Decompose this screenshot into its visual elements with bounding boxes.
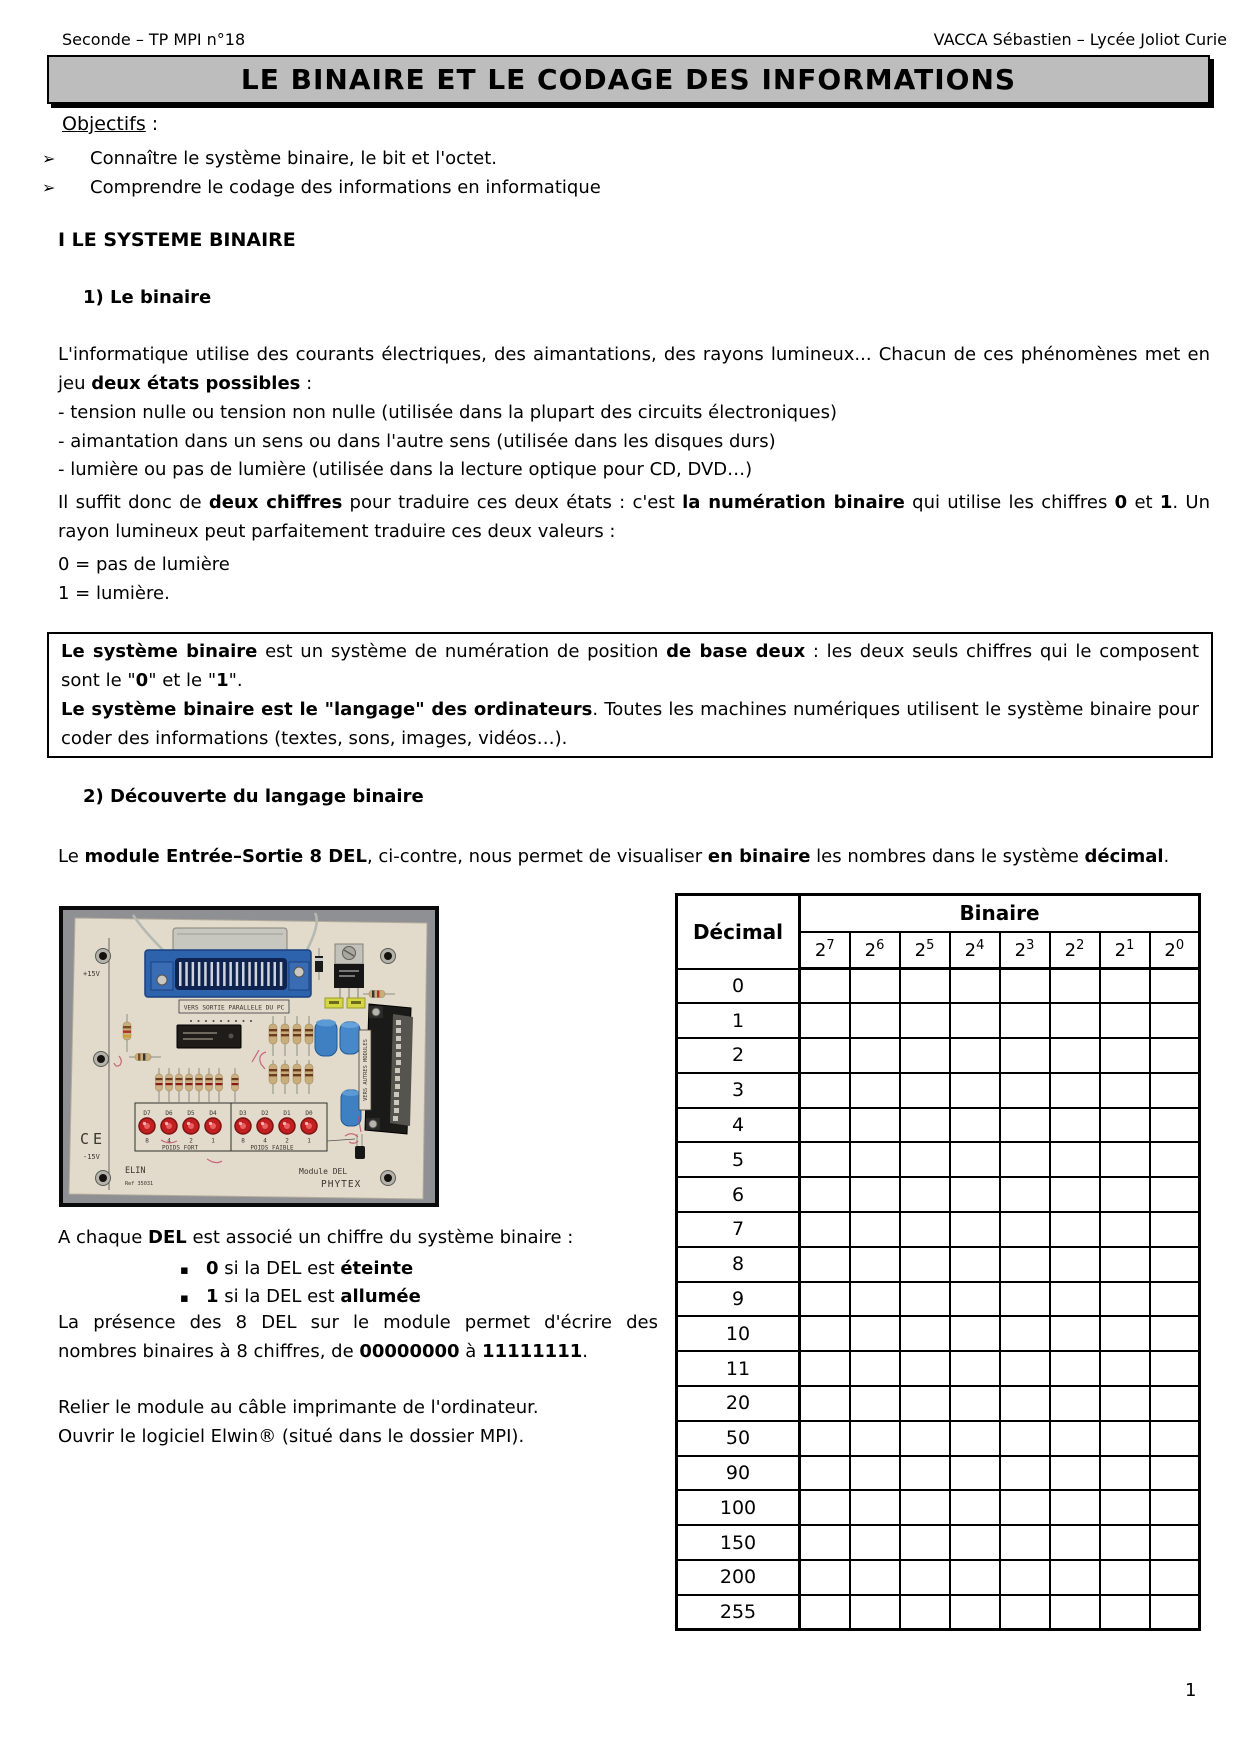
binary-table-body — [677, 969, 1200, 1630]
binary-answer-cell — [1100, 969, 1150, 1004]
objectives-list — [42, 144, 601, 202]
paragraph-ouvrir: Ouvrir le logiciel Elwin® (situé dans le dossier MPI). — [58, 1426, 525, 1447]
binary-answer-cell — [850, 1073, 900, 1108]
binary-answer-cell — [950, 1316, 1000, 1351]
binary-answer-cell — [1050, 1247, 1100, 1282]
binary-answer-cell — [1100, 1490, 1150, 1525]
binary-answer-cell — [1000, 1316, 1050, 1351]
header-right: VACCA Sébastien – Lycée Joliot Curie — [933, 30, 1227, 49]
binary-answer-cell — [1150, 1595, 1200, 1630]
binary-answer-cell — [1050, 1525, 1100, 1560]
decimal-value-cell: 5 — [677, 1142, 800, 1177]
del-bullet-on: ▪ 1 si la DEL est allumée — [180, 1283, 421, 1313]
binary-answer-cell — [1150, 1351, 1200, 1386]
weight-digit: 4 — [167, 1137, 171, 1145]
binary-answer-cell — [950, 1421, 1000, 1456]
led-label: D1 — [283, 1110, 291, 1117]
table-row — [677, 969, 1200, 1004]
binary-answer-cell — [1100, 1038, 1150, 1073]
table-row — [677, 1316, 1200, 1351]
binary-answer-cell — [800, 1003, 850, 1038]
ic-chip — [177, 1025, 241, 1048]
arrow-bullet-icon: ➢ — [42, 149, 56, 168]
module-photo — [59, 906, 439, 1207]
definition-box — [47, 632, 1213, 758]
binary-answer-cell — [950, 1038, 1000, 1073]
binary-answer-cell — [1050, 1595, 1100, 1630]
list-item: - lumière ou pas de lumière (utilisée dans la lecture optique pour CD, DVD…) — [58, 459, 753, 480]
decimal-value-cell: 3 — [677, 1073, 800, 1108]
binary-answer-cell — [900, 1595, 950, 1630]
binary-answer-cell — [850, 1456, 900, 1491]
table-row — [677, 1142, 1200, 1177]
binary-answer-cell — [950, 1351, 1000, 1386]
paragraph-presence: La présence des 8 DEL sur le module permet d'écrire des nombres binaires à 8 chiffres, de 00000000 à 11111111. — [58, 1312, 658, 1362]
binary-answer-cell — [1000, 1386, 1050, 1421]
poids-faible-label: POIDS FAIBLE — [250, 1144, 294, 1152]
binary-answer-cell — [1100, 1247, 1150, 1282]
weight-digit: 8 — [145, 1137, 149, 1145]
binary-answer-cell — [850, 1142, 900, 1177]
power-header: $2^5$ — [900, 932, 950, 969]
binary-answer-cell — [900, 1212, 950, 1247]
binary-answer-cell — [1100, 1560, 1150, 1595]
subsection-heading: 2) Découverte du langage binaire — [83, 786, 424, 807]
binary-answer-cell — [1050, 1316, 1100, 1351]
binary-answer-cell — [850, 969, 900, 1004]
power-header: $2^4$ — [950, 932, 1000, 969]
binary-answer-cell — [1000, 1490, 1050, 1525]
paragraph-module: Le module Entrée–Sortie 8 DEL, ci-contre, nous permet de visualiser en binaire les nombres dans le système décimal. — [58, 846, 1170, 867]
light-value-line: 1 = lumière. — [58, 582, 170, 604]
objective-text: Comprendre le codage des informations en informatique — [90, 177, 601, 198]
binary-answer-cell — [850, 1108, 900, 1143]
binary-answer-cell — [1000, 1177, 1050, 1212]
binary-answer-cell — [850, 1560, 900, 1595]
binary-answer-cell — [1150, 1247, 1200, 1282]
table-row — [677, 1595, 1200, 1630]
minus15v-label: -15V — [83, 1153, 100, 1161]
decimal-value-cell: 200 — [677, 1560, 800, 1595]
led-label: D6 — [165, 1110, 173, 1117]
plus15v-label: +15V — [83, 970, 100, 978]
led-label: D7 — [143, 1110, 151, 1117]
binary-answer-cell — [1050, 1421, 1100, 1456]
binary-answer-cell — [900, 1142, 950, 1177]
binary-answer-cell — [800, 1282, 850, 1317]
ref-label: Ref 35031 — [125, 1181, 154, 1187]
table-row — [677, 1247, 1200, 1282]
binary-answer-cell — [900, 1316, 950, 1351]
decimal-value-cell: 1 — [677, 1003, 800, 1038]
binary-answer-cell — [1000, 1595, 1050, 1630]
decimal-value-cell: 255 — [677, 1595, 800, 1630]
decimal-value-cell: 9 — [677, 1282, 800, 1317]
binary-answer-cell — [800, 1247, 850, 1282]
table-row — [677, 1003, 1200, 1038]
decimal-value-cell: 90 — [677, 1456, 800, 1491]
paragraph-two-digits: Il suffit donc de deux chiffres pour traduire ces deux états : c'est la numération binaire qui utilise les chiffres 0 et 1. Un rayon lumineux peut parfaitement traduire ces deux valeurs : — [58, 492, 1210, 542]
binary-answer-cell — [950, 1003, 1000, 1038]
binary-answer-cell — [1050, 1108, 1100, 1143]
binary-answer-cell — [800, 1177, 850, 1212]
binary-answer-cell — [1100, 1421, 1150, 1456]
title-banner — [47, 55, 1210, 104]
binary-answer-cell — [950, 1560, 1000, 1595]
binary-answer-cell — [1050, 1456, 1100, 1491]
binary-answer-cell — [1050, 1560, 1100, 1595]
binary-answer-cell — [950, 1386, 1000, 1421]
page-number: 1 — [1185, 1680, 1197, 1701]
objective-item — [42, 173, 601, 202]
binary-answer-cell — [1100, 1456, 1150, 1491]
binary-answer-cell — [1150, 1525, 1200, 1560]
binary-answer-cell — [900, 1177, 950, 1212]
led-label: D4 — [209, 1110, 217, 1117]
binary-answer-cell — [1050, 1142, 1100, 1177]
power-header: $2^7$ — [800, 932, 850, 969]
binary-answer-cell — [1100, 1142, 1150, 1177]
binary-answer-cell — [1100, 1177, 1150, 1212]
binary-answer-cell — [800, 1142, 850, 1177]
paragraph-relier: Relier le module au câble imprimante de l'ordinateur. — [58, 1397, 539, 1418]
paragraph-intro: L'informatique utilise des courants électriques, des aimantations, des rayons lumineux... Chacun de ces phénomènes met en jeu deux états possibles : — [58, 344, 1210, 394]
decimal-value-cell: 50 — [677, 1421, 800, 1456]
decimal-value-cell: 7 — [677, 1212, 800, 1247]
decimal-value-cell: 0 — [677, 969, 800, 1004]
binary-answer-cell — [900, 1247, 950, 1282]
binary-answer-cell — [900, 1490, 950, 1525]
binary-answer-cell — [900, 1351, 950, 1386]
binary-answer-cell — [900, 1108, 950, 1143]
decimal-value-cell: 6 — [677, 1177, 800, 1212]
header-left: Seconde – TP MPI n°18 — [62, 30, 246, 49]
binary-answer-cell — [900, 1456, 950, 1491]
binary-answer-cell — [850, 1003, 900, 1038]
decimal-value-cell: 100 — [677, 1490, 800, 1525]
binary-answer-cell — [1050, 1003, 1100, 1038]
binary-answer-cell — [800, 1038, 850, 1073]
binary-answer-cell — [850, 1490, 900, 1525]
binary-answer-cell — [1000, 1038, 1050, 1073]
binary-answer-cell — [1150, 1003, 1200, 1038]
binary-answer-cell — [850, 1212, 900, 1247]
binary-answer-cell — [850, 1282, 900, 1317]
binary-answer-cell — [850, 1038, 900, 1073]
binary-answer-cell — [900, 1386, 950, 1421]
binary-answer-cell — [1100, 1595, 1150, 1630]
binary-conversion-table — [675, 893, 1201, 1631]
binary-answer-cell — [950, 1490, 1000, 1525]
binary-answer-cell — [1150, 1282, 1200, 1317]
poids-fort-label: POIDS FORT — [161, 1144, 199, 1152]
light-value-line: 0 = pas de lumière — [58, 554, 230, 575]
binary-answer-cell — [900, 1421, 950, 1456]
decimal-value-cell: 150 — [677, 1525, 800, 1560]
power-header: $2^1$ — [1100, 932, 1150, 969]
table-row — [677, 1177, 1200, 1212]
binary-answer-cell — [950, 1247, 1000, 1282]
binary-answer-cell — [1050, 1490, 1100, 1525]
led-label: D2 — [261, 1110, 269, 1117]
binary-answer-cell — [1150, 1421, 1200, 1456]
pcb-illustration — [63, 910, 435, 1203]
binary-answer-cell — [1150, 1142, 1200, 1177]
binary-answer-cell — [1000, 1247, 1050, 1282]
binary-answer-cell — [800, 1386, 850, 1421]
binary-answer-cell — [1000, 1351, 1050, 1386]
binary-answer-cell — [1100, 1386, 1150, 1421]
definition-text: Le système binaire est un système de numération de position de base deux : les deux seuls chiffres qui le composent sont le "0" et le "1". Le système binaire est le "langage" des ordinateurs. Toutes les machines numériques utilisent le système binaire pour coder des informations (textes, sons, images, vidéos…). — [61, 641, 1199, 749]
binary-answer-cell — [950, 1595, 1000, 1630]
binary-answer-cell — [1000, 1421, 1050, 1456]
binary-answer-cell — [1150, 1038, 1200, 1073]
binary-answer-cell — [1150, 1456, 1200, 1491]
binary-answer-cell — [800, 1108, 850, 1143]
binary-answer-cell — [1050, 1038, 1100, 1073]
table-row — [677, 1560, 1200, 1595]
maker-label: PHYTEX — [321, 1179, 362, 1190]
page-title: LE BINAIRE ET LE CODAGE DES INFORMATIONS — [240, 63, 1017, 96]
binary-answer-cell — [1100, 1351, 1150, 1386]
binary-answer-cell — [1100, 1003, 1150, 1038]
binary-answer-cell — [1050, 1073, 1100, 1108]
binary-answer-cell — [950, 1108, 1000, 1143]
binary-answer-cell — [1150, 1560, 1200, 1595]
power-header: $2^3$ — [1000, 932, 1050, 969]
binary-answer-cell — [1100, 1525, 1150, 1560]
binary-answer-cell — [800, 1490, 850, 1525]
table-row — [677, 1386, 1200, 1421]
light-values — [58, 551, 230, 608]
brand-label: ELIN — [125, 1166, 146, 1176]
binary-answer-cell — [800, 1316, 850, 1351]
objective-item — [42, 144, 601, 173]
decimal-value-cell: 4 — [677, 1108, 800, 1143]
binary-answer-cell — [1150, 969, 1200, 1004]
binary-answer-cell — [850, 1247, 900, 1282]
binary-answer-cell — [800, 1560, 850, 1595]
del-bullet-off: ▪ 0 si la DEL est éteinte — [180, 1255, 413, 1285]
binary-answer-cell — [850, 1316, 900, 1351]
weight-digit: 8 — [241, 1137, 245, 1145]
objective-text: Connaître le système binaire, le bit et l'octet. — [90, 148, 497, 169]
binary-answer-cell — [800, 1525, 850, 1560]
binary-answer-cell — [800, 1351, 850, 1386]
binary-answer-cell — [1000, 1108, 1050, 1143]
binary-answer-cell — [1050, 1212, 1100, 1247]
binary-answer-cell — [800, 969, 850, 1004]
binary-answer-cell — [850, 1421, 900, 1456]
binary-answer-cell — [1050, 1351, 1100, 1386]
binary-answer-cell — [1000, 1282, 1050, 1317]
decimal-value-cell: 8 — [677, 1247, 800, 1282]
binary-answer-cell — [1000, 1212, 1050, 1247]
binary-answer-cell — [1050, 969, 1100, 1004]
binary-answer-cell — [850, 1351, 900, 1386]
binary-answer-cell — [950, 1177, 1000, 1212]
list-item: - tension nulle ou tension non nulle (utilisée dans la plupart des circuits électroniques) — [58, 402, 837, 423]
binary-column-header: Binaire — [800, 895, 1200, 932]
binary-answer-cell — [1000, 1456, 1050, 1491]
table-row — [677, 1525, 1200, 1560]
binary-answer-cell — [900, 1038, 950, 1073]
binary-answer-cell — [950, 1142, 1000, 1177]
led-label: D0 — [305, 1110, 313, 1117]
binary-answer-cell — [950, 1282, 1000, 1317]
binary-answer-cell — [950, 969, 1000, 1004]
table-row — [677, 1351, 1200, 1386]
binary-answer-cell — [800, 1595, 850, 1630]
binary-answer-cell — [900, 969, 950, 1004]
modules-label: VERS AUTRES MODULES — [363, 1039, 369, 1101]
table-row — [677, 1108, 1200, 1143]
binary-answer-cell — [1000, 1142, 1050, 1177]
weight-digit: 1 — [307, 1137, 311, 1145]
binary-answer-cell — [850, 1177, 900, 1212]
binary-answer-cell — [1000, 1525, 1050, 1560]
ce-mark: CE — [80, 1130, 107, 1148]
binary-answer-cell — [1000, 969, 1050, 1004]
binary-answer-cell — [900, 1525, 950, 1560]
binary-answer-cell — [800, 1073, 850, 1108]
table-row — [677, 1456, 1200, 1491]
decimal-value-cell: 10 — [677, 1316, 800, 1351]
binary-answer-cell — [900, 1282, 950, 1317]
section-heading: I LE SYSTEME BINAIRE — [58, 229, 296, 251]
led-label: D3 — [239, 1110, 247, 1117]
subsection-heading: 1) Le binaire — [83, 287, 212, 308]
binary-answer-cell — [1050, 1386, 1100, 1421]
table-row — [677, 1282, 1200, 1317]
decimal-value-cell: 11 — [677, 1351, 800, 1386]
decimal-value-cell: 2 — [677, 1038, 800, 1073]
binary-answer-cell — [800, 1456, 850, 1491]
binary-answer-cell — [1100, 1073, 1150, 1108]
binary-answer-cell — [850, 1525, 900, 1560]
list-item: - aimantation dans un sens ou dans l'autre sens (utilisée dans les disques durs) — [58, 430, 776, 452]
parallel-port-label: VERS SORTIE PARALLELE DU PC — [183, 1004, 285, 1012]
paragraph-del: A chaque DEL est associé un chiffre du système binaire : — [58, 1227, 574, 1248]
square-bullet-icon: ▪ — [180, 1263, 189, 1278]
binary-answer-cell — [1000, 1073, 1050, 1108]
binary-answer-cell — [1150, 1490, 1200, 1525]
table-row — [677, 1490, 1200, 1525]
binary-answer-cell — [1100, 1212, 1150, 1247]
binary-answer-cell — [800, 1421, 850, 1456]
binary-answer-cell — [1100, 1282, 1150, 1317]
binary-answer-cell — [900, 1560, 950, 1595]
weight-digit: 2 — [285, 1137, 289, 1145]
decimal-column-header: Décimal — [677, 895, 800, 969]
binary-answer-cell — [950, 1456, 1000, 1491]
binary-answer-cell — [1050, 1177, 1100, 1212]
binary-answer-cell — [850, 1595, 900, 1630]
binary-answer-cell — [850, 1386, 900, 1421]
binary-answer-cell — [950, 1212, 1000, 1247]
binary-answer-cell — [1100, 1108, 1150, 1143]
binary-answer-cell — [1000, 1003, 1050, 1038]
binary-answer-cell — [950, 1525, 1000, 1560]
table-row — [677, 1212, 1200, 1247]
weight-digit: 4 — [263, 1137, 267, 1145]
square-bullet-icon: ▪ — [180, 1291, 189, 1306]
module-name-label: Module DEL — [299, 1167, 348, 1176]
binary-answer-cell — [1100, 1316, 1150, 1351]
power-header: $2^6$ — [850, 932, 900, 969]
binary-answer-cell — [1150, 1073, 1200, 1108]
binary-answer-cell — [900, 1073, 950, 1108]
power-header: $2^2$ — [1050, 932, 1100, 969]
objectives-label: Objectifs : — [62, 113, 159, 135]
binary-answer-cell — [1150, 1177, 1200, 1212]
binary-answer-cell — [1150, 1386, 1200, 1421]
binary-answer-cell — [1050, 1282, 1100, 1317]
table-row — [677, 1421, 1200, 1456]
db25-connector — [365, 1004, 413, 1134]
led-label: D5 — [187, 1110, 195, 1117]
decimal-value-cell: 20 — [677, 1386, 800, 1421]
binary-answer-cell — [900, 1003, 950, 1038]
binary-answer-cell — [1000, 1560, 1050, 1595]
power-header: $2^0$ — [1150, 932, 1200, 969]
binary-answer-cell — [1150, 1316, 1200, 1351]
binary-answer-cell — [1150, 1108, 1200, 1143]
binary-answer-cell — [800, 1212, 850, 1247]
binary-answer-cell — [950, 1073, 1000, 1108]
arrow-bullet-icon: ➢ — [42, 178, 56, 197]
binary-answer-cell — [1150, 1212, 1200, 1247]
weight-digit: 2 — [189, 1137, 193, 1145]
states-list — [58, 399, 1218, 485]
weight-digit: 1 — [211, 1137, 215, 1145]
table-header-row — [677, 895, 1200, 932]
table-row — [677, 1038, 1200, 1073]
table-row — [677, 1073, 1200, 1108]
